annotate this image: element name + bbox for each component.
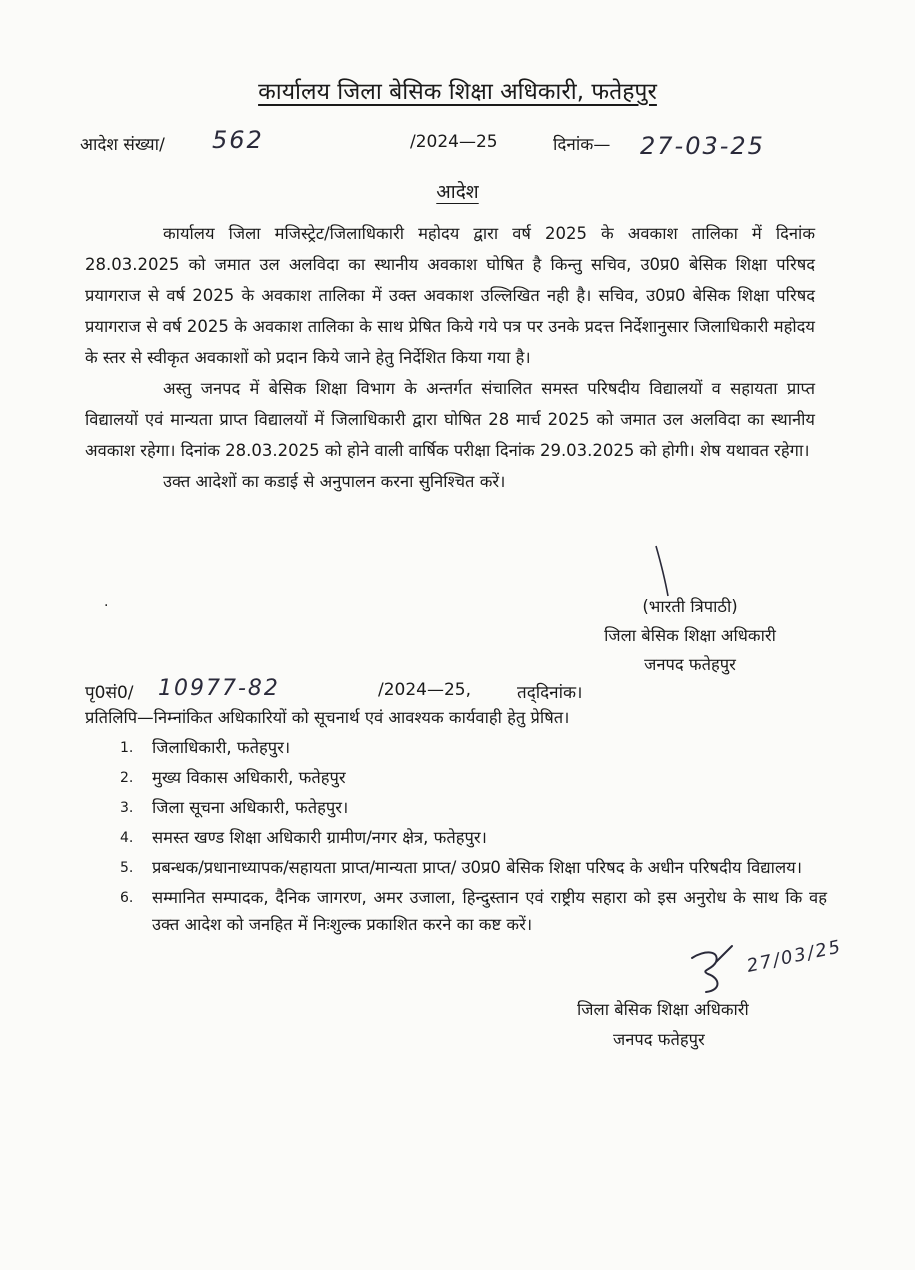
item-number: 4. [120,830,134,846]
body-paragraph: कार्यालय जिला मजिस्ट्रेट/जिलाधिकारी महोदय द्वारा वर्ष 2025 के अवकाश तालिका में दिनांक 28.03.2025 को जमात उल अलविदा का स्थानीय अवकाश घोषित है किन्तु सचिव, उ0प्र0 बेसिक शिक्षा परिषद प्रयागराज से वर्ष 2025 के अवकाश तालिका में उक्त अवकाश उल्लिखित नही है। सचिव, उ0प्र0 बेसिक शिक्षा परिषद प्रयागराज से वर्ष 2025 के अवकाश तालिका के साथ प्रेषित किये गये पत्र पर उनके प्रदत्त निर्देशानुसार जिलाधिकारी महोदय के स्तर से स्वीकृत अवकाशों को प्रदान किये जाने हेतु निर्देशित किया गया है। [85,224,815,367]
list-item [115,824,827,851]
reference-session: /2024—25, [378,680,472,700]
body-paragraph: उक्त आदेशों का कडाई से अनुपालन करना सुनिश्चित करें। [163,472,506,491]
signatory-designation: जिला बेसिक शिक्षा अधिकारी [577,1000,749,1019]
date-label: दिनांक— [553,135,611,155]
list-item [115,764,827,791]
signatory-district: जनपद फतेहपुर [644,655,736,674]
item-text: प्रबन्धक/प्रधानाध्यापक/सहायता प्राप्त/मान्यता प्राप्त/ उ0प्र0 बेसिक शिक्षा परिषद के अधीन परिषदीय विद्यालय। [152,858,802,877]
signatory-district: जनपद फतेहपुर [613,1030,705,1049]
signatory-name: (भारती त्रिपाठी) [642,597,738,616]
copy-intro: प्रतिलिपि—निम्नांकित अधिकारियों को सूचनार्थ एवं आवश्यक कार्यवाही हेतु प्रेषित। [85,708,570,727]
order-body [85,218,815,497]
item-number: 3. [120,800,134,816]
item-number: 1. [120,740,134,756]
list-item [115,734,827,761]
list-item [115,854,827,881]
reference-date: तद्‌दिनांक। [517,683,583,703]
item-text: समस्त खण्ड शिक्षा अधिकारी ग्रामीण/नगर क्षेत्र, फतेहपुर। [152,828,487,847]
list-item [115,794,827,821]
signature-scribble-icon [682,940,742,1000]
list-item [115,884,827,938]
order-date-handwritten: 27-03-25 [640,132,765,160]
item-number: 5. [120,860,134,876]
item-text: मुख्य विकास अधिकारी, फतेहपुर [152,768,346,787]
order-number-handwritten: 562 [212,126,264,154]
order-heading: आदेश [436,181,479,203]
body-paragraph: अस्तु जनपद में बेसिक शिक्षा विभाग के अन्तर्गत संचालित समस्त परिषदीय विद्यालयों व सहायता प्राप्त विद्यालयों एवं मान्यता प्राप्त विद्यालयों में जिलाधिकारी द्वारा घोषित 28 मार्च 2025 को जमात उल अलविदा का स्थानीय अवकाश रहेगा। दिनांक 28.03.2025 को होने वाली वार्षिक परीक्षा दिनांक 29.03.2025 को होगी। शेष यथावत रहेगा। [85,379,815,460]
item-text: जिला सूचना अधिकारी, फतेहपुर। [152,798,349,817]
signatory-block-copy [565,995,810,1055]
item-number: 6. [120,890,134,906]
recipient-list [115,734,827,941]
reference-number-handwritten: 10977-82 [158,676,280,701]
signatory-block [560,592,820,679]
item-text: सम्मानित सम्पादक, दैनिक जागरण, अमर उजाला, हिन्दुस्तान एवं राष्ट्रीय सहारा को इस अनुरोध के साथ कि वह उक्त आदेश को जनहित में निःशुल्क प्रकाशित करने का कष्ट करें। [152,888,827,934]
office-title: कार्यालय जिला बेसिक शिक्षा अधिकारी, फतेहपुर [258,79,657,105]
order-session: /2024—25 [410,132,498,152]
item-number: 2. [120,770,134,786]
ink-dot-icon: · [104,598,109,614]
reference-label: पृ0सं0/ [85,683,134,703]
signatory-designation: जिला बेसिक शिक्षा अधिकारी [604,626,776,645]
item-text: जिलाधिकारी, फतेहपुर। [152,738,291,757]
order-number-label: आदेश संख्या/ [80,135,165,155]
signature-date-handwritten: 27/03/25 [744,936,844,977]
